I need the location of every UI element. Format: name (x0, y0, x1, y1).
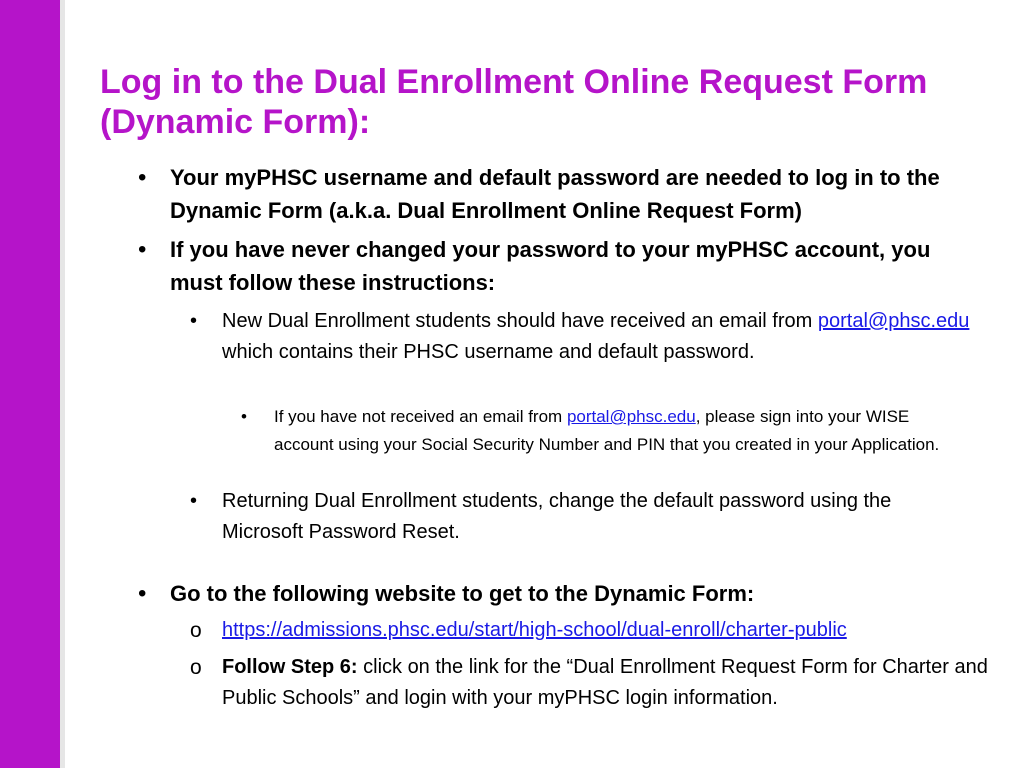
bullet-text: Your myPHSC username and default password are needed to log in to the Dynamic Form (a.k.a. Dual Enrollment Online Request Form) (170, 165, 940, 223)
circle-item-text (222, 652, 992, 714)
circle-item-text (222, 615, 992, 646)
step-label: Follow Step 6: (222, 656, 358, 678)
portal-email-link[interactable]: portal@phsc.edu (566, 407, 696, 426)
circle-item-follow-step-6 (190, 652, 992, 714)
circle-marker: o (190, 656, 202, 679)
subsubbullet-wise-account (241, 403, 964, 459)
text-segment: which contains their PHSC username and default password. (222, 341, 755, 363)
text-segment: click on the link for the “Dual Enrollment Request Form for Charter and Public Schools” and login with your myPHSC login information. (222, 656, 988, 709)
circle-item-admissions-url (190, 615, 992, 646)
bullet-marker: • (138, 164, 147, 191)
bullet-marker: • (190, 490, 198, 512)
bullet-go-to-website (138, 577, 970, 610)
circle-marker: o (190, 619, 202, 642)
bullet-marker: • (190, 310, 198, 332)
admissions-url-link[interactable]: https://admissions.phsc.edu/start/high-school/dual-enroll/charter-public (222, 619, 847, 641)
bullet-never-changed-password (138, 233, 970, 299)
bullet-marker: • (241, 407, 247, 426)
side-accent-bar (0, 0, 60, 768)
subbullet-new-students (190, 306, 972, 368)
text-segment: If you have not received an email from (274, 407, 567, 426)
bullet-marker: • (138, 580, 147, 607)
bullet-text: If you have never changed your password to your myPHSC account, you must follow these instructions: (170, 237, 931, 295)
subsubbullet-text (274, 403, 964, 459)
slide-title: Log in to the Dual Enrollment Online Request Form (Dynamic Form): (100, 63, 928, 141)
text-segment: New Dual Enrollment students should have received an email from (222, 310, 818, 332)
text-segment: , please sign into your WISE account using your Social Security Number and PIN that you created in your Application. (274, 407, 940, 454)
side-bar-edge (60, 0, 65, 768)
bullet-marker: • (138, 236, 147, 263)
bullet-text: Go to the following website to get to the Dynamic Form: (170, 581, 755, 606)
bullet-username-password (138, 161, 970, 227)
portal-email-link[interactable]: portal@phsc.edu (817, 310, 970, 332)
subbullet-text (222, 306, 972, 368)
subbullet-text: Returning Dual Enrollment students, change the default password using the Microsoft Password Reset. (222, 490, 892, 543)
subbullet-returning-students (190, 486, 972, 548)
